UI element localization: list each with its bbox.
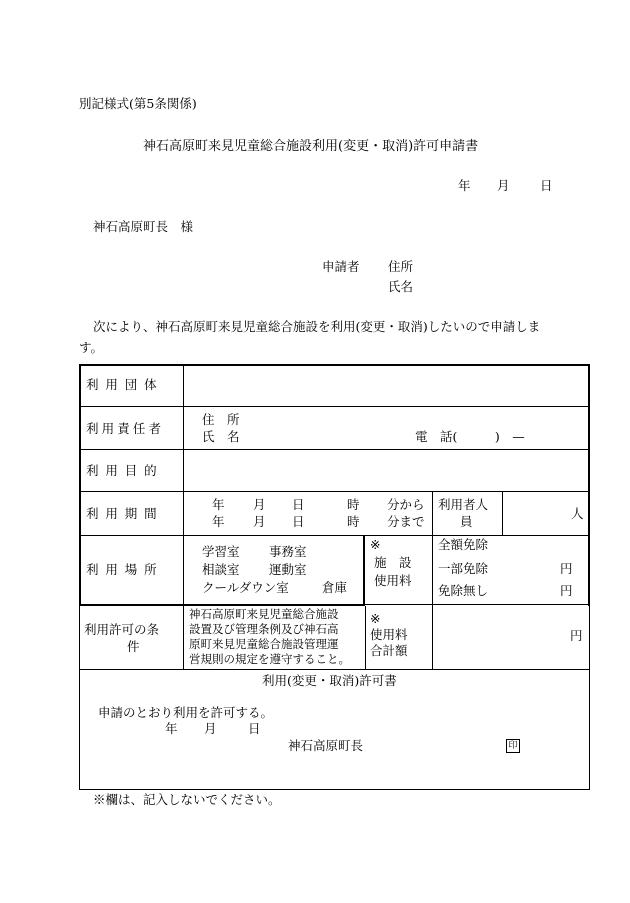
yen-partial: 円 — [560, 561, 573, 576]
room-consultation: 相談室 — [202, 562, 240, 577]
room-exercise: 運動室 — [269, 562, 307, 577]
conditions-text-1: 神石高原町来見児童総合施設 — [189, 607, 339, 621]
applicant-name-label: 氏名 — [388, 279, 414, 294]
facility-fee-label-cont: 使用料 — [374, 573, 412, 588]
addressee: 神石高原町長 様 — [93, 219, 194, 234]
room-storage: 倉庫 — [322, 580, 348, 595]
intro-line-1: 次により、神石高原町来見児童総合施設を利用(変更・取消)したいので申請しま — [93, 319, 541, 334]
yen-none: 円 — [560, 583, 573, 598]
applicant-label: 申請者 — [322, 259, 360, 274]
users-label: 利用者人 — [438, 497, 489, 512]
office-use-mark: ※ — [370, 537, 381, 552]
conditions-label: 利用許可の条 — [84, 622, 160, 637]
intro-line-2: す。 — [79, 340, 104, 355]
room-office: 事務室 — [269, 544, 307, 559]
date-month: 月 — [497, 178, 510, 193]
seal-icon: 印 — [506, 739, 520, 753]
room-cooldown: クールダウン室 — [202, 580, 289, 595]
footer-note: ※欄は、記入しないでください。 — [93, 792, 281, 807]
facility-fee-label: 施 設 — [374, 555, 412, 570]
total-label: 使用料 — [370, 627, 408, 642]
conditions-text-4: 営規則の規定を遵守すること。 — [189, 652, 350, 666]
users-label-cont: 員 — [460, 514, 473, 529]
permit-day: 日 — [248, 721, 261, 736]
conditions-text-3: 原町来見児童総合施設管理運 — [189, 637, 339, 651]
applicant-address-label: 住所 — [388, 259, 414, 274]
exempt-full: 全額免除 — [438, 537, 489, 552]
phone-label: 電 話( ) — — [415, 429, 525, 444]
permit-text: 申請のとおり利用を許可する。 — [98, 705, 274, 720]
room-study: 学習室 — [202, 544, 240, 559]
exempt-partial: 一部免除 — [438, 561, 489, 576]
period-label: 利用期間 — [86, 506, 164, 521]
conditions-text-2: 設置及び管理条例及び神石高 — [189, 622, 339, 636]
responsible-label: 利用責任者 — [86, 421, 165, 436]
permit-year: 年 — [165, 721, 178, 736]
place-label: 利用場所 — [86, 562, 164, 577]
permit-month: 月 — [204, 721, 217, 736]
org-label: 利用団体 — [86, 377, 164, 392]
permit-issuer: 神石高原町長 — [288, 738, 364, 753]
form-label: 別記様式(第5条関係) — [79, 96, 197, 111]
total-label-cont: 合計額 — [370, 643, 408, 658]
date-year: 年 — [458, 178, 471, 193]
resp-name-label: 氏 名 — [202, 429, 240, 444]
users-unit: 人 — [571, 506, 584, 521]
total-yen: 円 — [570, 628, 583, 643]
resp-address-label: 住 所 — [202, 412, 240, 427]
total-mark: ※ — [370, 611, 381, 626]
purpose-label: 利用目的 — [86, 463, 164, 478]
conditions-label-cont: 件 — [127, 639, 140, 654]
document-title: 神石高原町来見児童総合施設利用(変更・取消)許可申請書 — [143, 139, 479, 154]
date-day: 日 — [540, 178, 553, 193]
permit-title: 利用(変更・取消)許可書 — [262, 673, 397, 688]
exempt-none: 免除無し — [438, 583, 489, 598]
